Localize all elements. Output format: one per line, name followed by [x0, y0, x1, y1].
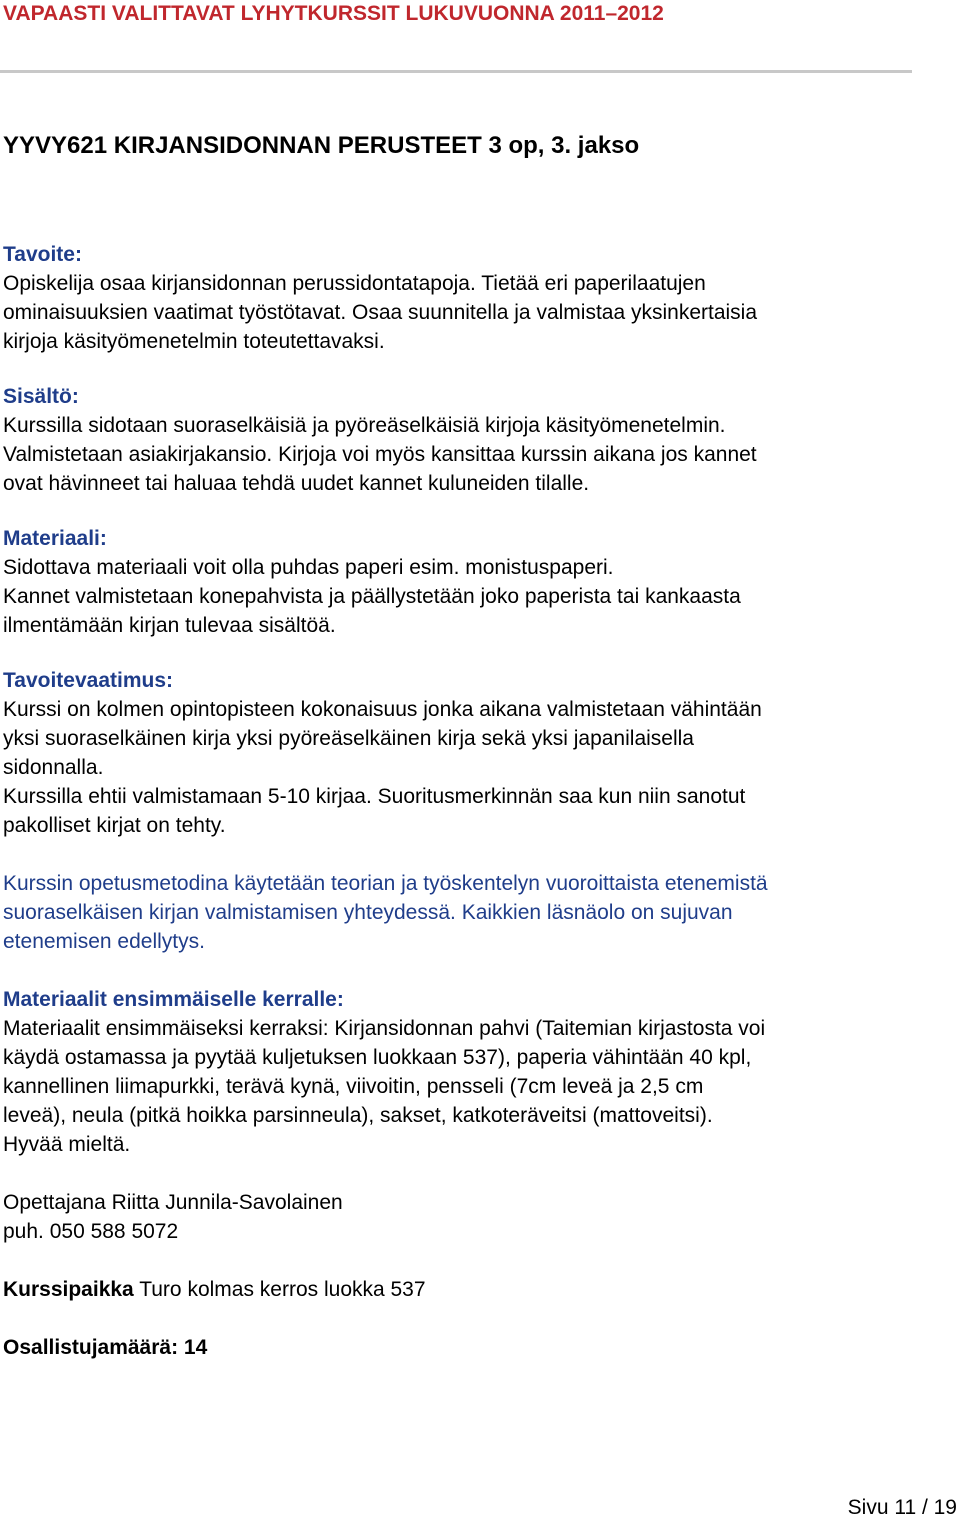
sisalto-line: Valmistetaan asiakirjakansio. Kirjoja voi myös kansittaa kurssin aikana jos kannet: [3, 443, 757, 466]
course-location: [3, 1275, 953, 1304]
ensimmainen-line: Hyvää mieltä.: [3, 1133, 131, 1156]
tavoitevaatimus-line: pakolliset kirjat on tehty.: [3, 814, 226, 837]
ensimmainen-line: leveä), neula (pitkä hoikka parsinneula), sakset, katkoteräveitsi (mattoveitsi).: [3, 1104, 713, 1127]
page-number: Sivu 11 / 19: [847, 1496, 957, 1519]
materiaali-line: ilmentämään kirjan tulevaa sisältöä.: [3, 614, 336, 637]
participant-count: Osallistujamäärä: 14: [3, 1336, 208, 1359]
ensimmainen-line: Materiaalit ensimmäiseksi kerraksi: Kirjansidonnan pahvi (Taitemian kirjastosta voi: [3, 1017, 766, 1040]
materiaali-line: Kannet valmistetaan konepahvista ja päällystetään joko paperista tai kankaasta: [3, 585, 741, 608]
materiaali-line: Sidottava materiaali voit olla puhdas paperi esim. monistuspaperi.: [3, 556, 614, 579]
tavoitevaatimus-line: yksi suoraselkäinen kirja yksi pyöreäselkäinen kirja sekä yksi japanilaisella: [3, 727, 694, 750]
course-location-value: Turo kolmas kerros luokka 537: [133, 1278, 426, 1301]
section-heading-sisalto: Sisältö:: [3, 385, 79, 408]
menetelma-line: suoraselkäisen kirjan valmistamisen yhteydessä. Kaikkien läsnäolo on sujuvan: [3, 901, 733, 924]
tavoite-line: Opiskelija osaa kirjansidonnan perussidontatapoja. Tietää eri paperilaatujen: [3, 272, 706, 295]
teacher-name: Opettajana Riitta Junnila-Savolainen: [3, 1191, 343, 1214]
sisalto-line: Kurssilla sidotaan suoraselkäisiä ja pyöreäselkäisiä kirjoja käsityömenetelmin.: [3, 414, 726, 437]
course-title: YYVY621 KIRJANSIDONNAN PERUSTEET 3 op, 3. jakso: [3, 132, 640, 159]
tavoitevaatimus-line: sidonnalla.: [3, 756, 104, 779]
header-divider: [0, 70, 912, 73]
menetelma-line: etenemisen edellytys.: [3, 930, 205, 953]
tavoitevaatimus-line: Kurssilla ehtii valmistamaan 5-10 kirjaa. Suoritusmerkinnän saa kun niin sanotut: [3, 785, 746, 808]
tavoite-line: kirjoja käsityömenetelmin toteutettavaksi.: [3, 330, 385, 353]
tavoite-line: ominaisuuksien vaatimat työstötavat. Osaa suunnitella ja valmistaa yksinkertaisia: [3, 301, 758, 324]
document-header-title: VAPAASTI VALITTAVAT LYHYTKURSSIT LUKUVUONNA 2011–2012: [3, 2, 664, 25]
tavoitevaatimus-line: Kurssi on kolmen opintopisteen kokonaisuus jonka aikana valmistetaan vähintään: [3, 698, 762, 721]
teacher-phone: puh. 050 588 5072: [3, 1220, 179, 1243]
course-description: [3, 240, 953, 1362]
section-heading-tavoitevaatimus: Tavoitevaatimus:: [3, 669, 173, 692]
ensimmainen-line: käydä ostamassa ja pyytää kuljetuksen luokkaan 537), paperia vähintään 40 kpl,: [3, 1046, 752, 1069]
section-heading-tavoite: Tavoite:: [3, 243, 82, 266]
sisalto-line: ovat hävinneet tai haluaa tehdä uudet kannet kuluneiden tilalle.: [3, 472, 590, 495]
menetelma-line: Kurssin opetusmetodina käytetään teorian ja työskentelyn vuoroittaista etenemistä: [3, 872, 768, 895]
section-heading-ensimmainen: Materiaalit ensimmäiselle kerralle:: [3, 988, 344, 1011]
section-heading-materiaali: Materiaali:: [3, 527, 107, 550]
course-location-label: Kurssipaikka: [3, 1278, 134, 1301]
ensimmainen-line: kannellinen liimapurkki, terävä kynä, viivoitin, pensseli (7cm leveä ja 2,5 cm: [3, 1075, 704, 1098]
